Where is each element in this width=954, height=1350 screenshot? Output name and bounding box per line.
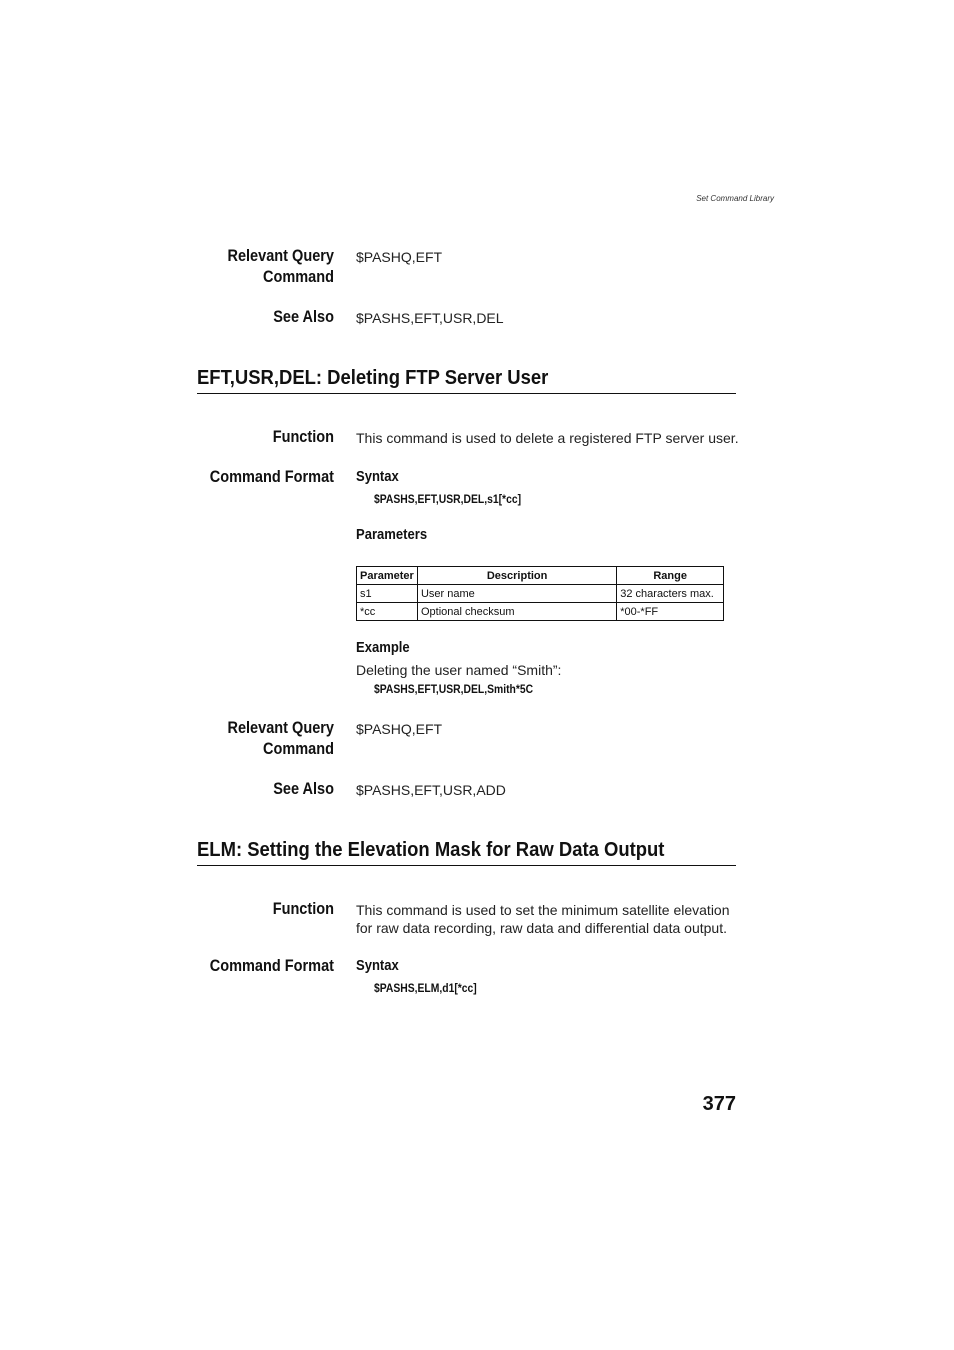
page-number: 377 — [702, 1093, 736, 1115]
table-cell: Optional checksum — [417, 603, 616, 621]
syntax-code: $PASHS,EFT,USR,DEL,s1[*cc] — [374, 494, 522, 506]
column-header: Parameter — [357, 567, 418, 585]
function-label: Function — [272, 428, 334, 446]
function-text-line: This command is used to set the minimum satellite elevation — [356, 902, 730, 918]
running-header: Set Command Library — [696, 194, 774, 203]
table-cell: 32 characters max. — [617, 585, 724, 603]
label-line: Relevant Query — [227, 247, 334, 265]
label-line: Relevant Query — [227, 719, 334, 737]
function-text — [356, 901, 730, 937]
section-title-eft-usr-del — [197, 366, 736, 394]
function-label: Function — [272, 900, 334, 918]
relevant-query-label — [158, 718, 334, 760]
table-header-row — [357, 567, 724, 585]
table-row — [357, 603, 724, 621]
table-cell: *00-*FF — [617, 603, 724, 621]
example-code: $PASHS,EFT,USR,DEL,Smith*5C — [374, 684, 534, 696]
relevant-query-label — [158, 246, 334, 288]
syntax-code: $PASHS,ELM,d1[*cc] — [374, 983, 477, 995]
function-text: This command is used to delete a registered FTP server user. — [356, 430, 739, 446]
see-also-label: See Also — [273, 308, 334, 326]
example-heading: Example — [356, 640, 410, 656]
example-text: Deleting the user named “Smith”: — [356, 662, 562, 678]
column-header: Description — [417, 567, 616, 585]
section-title-text: ELM: Setting the Elevation Mask for Raw Data Output — [197, 838, 665, 861]
label-line: Command — [263, 268, 334, 286]
parameters-heading: Parameters — [356, 527, 428, 543]
syntax-heading: Syntax — [356, 469, 399, 485]
table-cell: User name — [417, 585, 616, 603]
section-title-elm — [197, 838, 736, 866]
see-also-value: $PASHS,EFT,USR,ADD — [356, 782, 506, 798]
see-also-label: See Also — [273, 780, 334, 798]
command-format-label: Command Format — [209, 468, 334, 486]
table-row — [357, 585, 724, 603]
function-text-line: for raw data recording, raw data and differential data output. — [356, 920, 727, 936]
label-line: Command — [263, 740, 334, 758]
column-header: Range — [617, 567, 724, 585]
relevant-query-value: $PASHQ,EFT — [356, 249, 443, 265]
see-also-value: $PASHS,EFT,USR,DEL — [356, 310, 504, 326]
table-cell: s1 — [357, 585, 418, 603]
parameters-table — [356, 566, 724, 621]
syntax-heading: Syntax — [356, 958, 399, 974]
command-format-label: Command Format — [209, 957, 334, 975]
section-title-text: EFT,USR,DEL: Deleting FTP Server User — [197, 366, 549, 389]
table-cell: *cc — [357, 603, 418, 621]
relevant-query-value: $PASHQ,EFT — [356, 721, 443, 737]
